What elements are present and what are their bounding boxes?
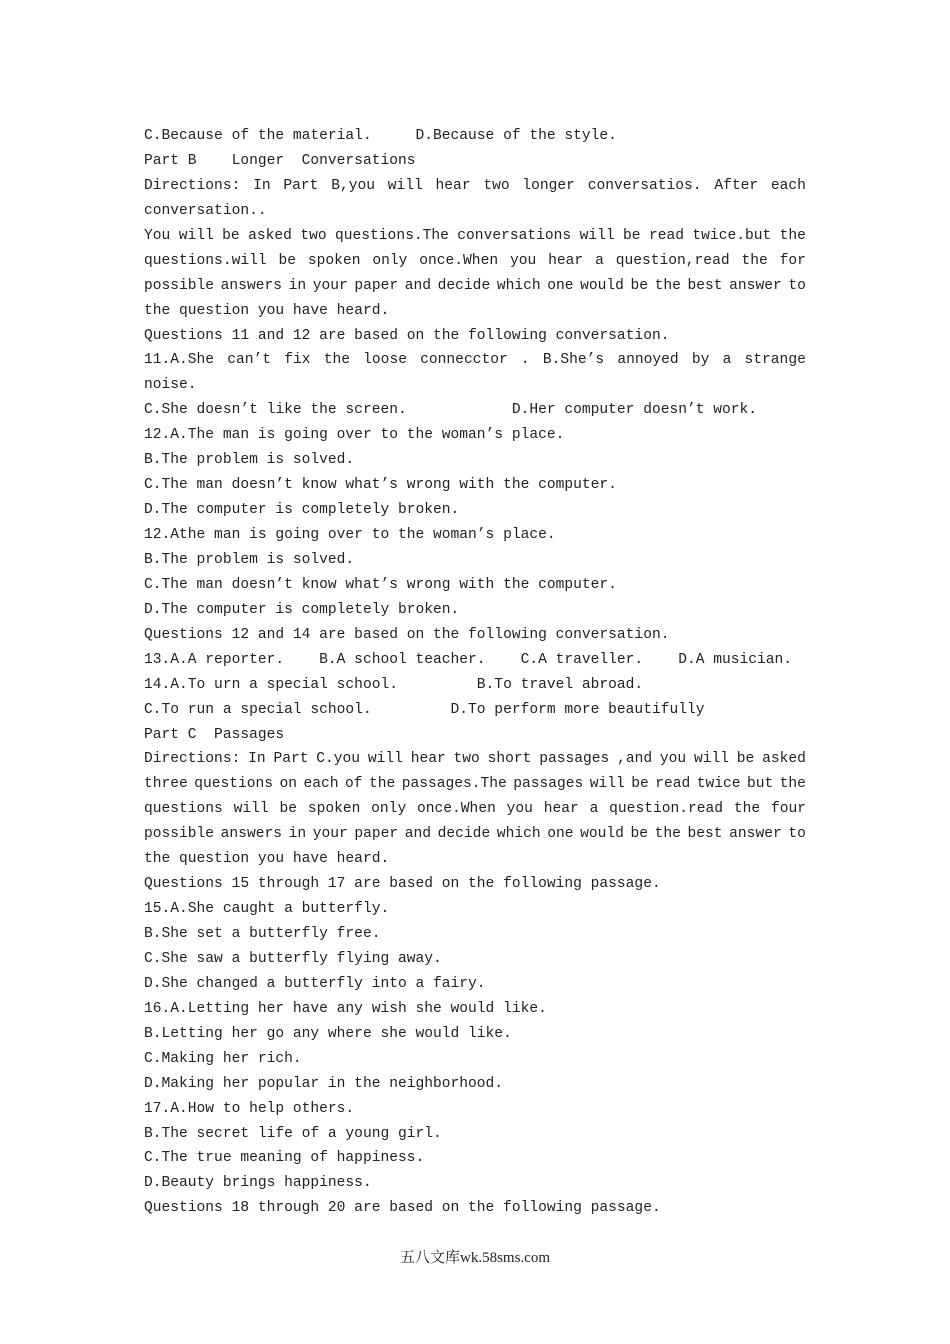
text-line: C.She doesn’t like the screen. D.Her computer doesn’t work. xyxy=(144,402,758,419)
document-body xyxy=(144,124,806,1221)
text-line: 15.A.She caught a butterfly. xyxy=(144,901,390,918)
text-line: Part B Longer Conversations xyxy=(144,152,416,169)
text-line: C.Because of the material. D.Because of the style. xyxy=(144,128,617,144)
text-line: D.Beauty brings happiness. xyxy=(144,1175,372,1192)
text-line: questions.will be spoken only once.When you hear a question,read the for xyxy=(144,252,806,269)
text-line: possible answers in your paper and decide which one would be the best answer to xyxy=(144,826,806,843)
text-line: noise. xyxy=(144,377,197,394)
text-line: C.The man doesn’t know what’s wrong with the computer. xyxy=(144,576,617,593)
text-line: Part C Passages xyxy=(144,726,285,743)
text-line: 14.A.To urn a special school. B.To travel abroad. xyxy=(144,676,644,693)
text-line: C.She saw a butterfly flying away. xyxy=(144,950,442,967)
text-line: 12.Athe man is going over to the woman’s place. xyxy=(144,527,556,543)
text-line: three questions on each of the passages.The passages will be read twice but the xyxy=(144,776,806,793)
text-line: questions will be spoken only once.When you hear a question.read the four xyxy=(144,801,806,818)
text-line: 13.A.A reporter. B.A school teacher. C.A traveller. D.A musician. xyxy=(144,651,793,668)
text-line: B.The secret life of a young girl. xyxy=(144,1125,442,1142)
text-line: the question you have heard. xyxy=(144,851,390,868)
footer-watermark: 五八文库wk.58sms.com xyxy=(399,1250,550,1266)
text-line: 16.A.Letting her have any wish she would like. xyxy=(144,1000,547,1017)
text-line: possible answers in your paper and decide which one would be the best answer to xyxy=(144,277,806,294)
text-line: C.The true meaning of happiness. xyxy=(144,1150,425,1167)
text-line: D.The computer is completely broken. xyxy=(144,502,460,519)
text-line: D.The computer is completely broken. xyxy=(144,601,460,618)
text-line: Directions: In Part C.you will hear two short passages ,and you will be asked xyxy=(144,751,806,768)
text-line: Questions 12 and 14 are based on the following conversation. xyxy=(144,626,670,643)
text-line: D.She changed a butterfly into a fairy. xyxy=(144,975,486,992)
text-line: conversation.. xyxy=(144,202,267,219)
text-line: B.Letting her go any where she would like. xyxy=(144,1025,512,1042)
text-line: D.Making her popular in the neighborhood. xyxy=(144,1075,504,1092)
text-line: Directions: In Part B,you will hear two longer conversatios. After each xyxy=(144,177,806,194)
text-line: Questions 15 through 17 are based on the following passage. xyxy=(144,876,661,893)
text-line: C.Making her rich. xyxy=(144,1050,302,1067)
text-line: B.The problem is solved. xyxy=(144,452,355,469)
text-line: B.The problem is solved. xyxy=(144,551,355,568)
text-line: C.To run a special school. D.To perform more beautifully xyxy=(144,701,705,718)
text-line: 12.A.The man is going over to the woman’s place. xyxy=(144,427,565,444)
text-line: You will be asked two questions.The conversations will be read twice.but the xyxy=(144,227,806,244)
text-line: 11.A.She can’t fix the loose connecctor . B.She’s annoyed by a strange xyxy=(144,352,806,369)
text-line: C.The man doesn’t know what’s wrong with the computer. xyxy=(144,477,617,494)
text-line: Questions 11 and 12 are based on the following conversation. xyxy=(144,327,670,344)
text-line: 17.A.How to help others. xyxy=(144,1100,355,1117)
text-line: Questions 18 through 20 are based on the following passage. xyxy=(144,1200,661,1217)
text-line: B.She set a butterfly free. xyxy=(144,926,381,942)
text-line: the question you have heard. xyxy=(144,302,390,319)
